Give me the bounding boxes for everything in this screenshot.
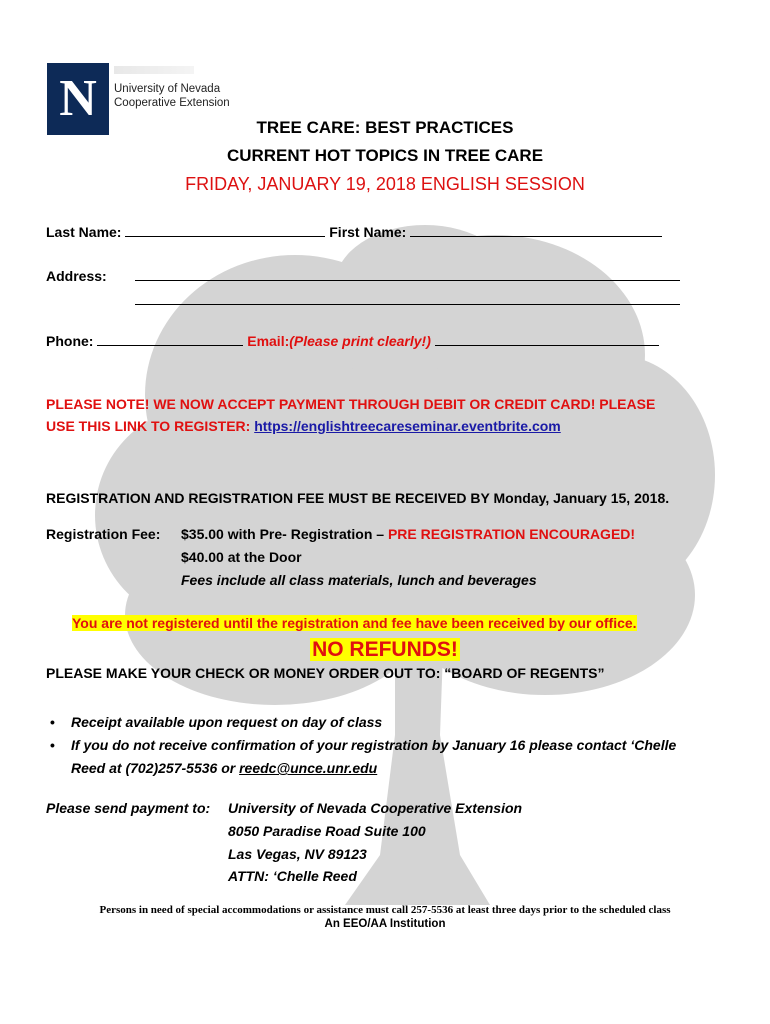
fee-door: $40.00 at the Door xyxy=(181,549,302,565)
bullet-receipt: Receipt available upon request on day of class xyxy=(71,714,383,730)
payment-notice-line-2 xyxy=(46,418,561,434)
fee-includes: Fees include all class materials, lunch and beverages xyxy=(181,572,537,588)
logo-letter: N xyxy=(59,70,97,127)
page-subtitle: CURRENT HOT TOPICS IN TREE CARE xyxy=(226,146,544,165)
register-link[interactable]: https://englishtreecareseminar.eventbrite.com xyxy=(254,418,561,434)
email-field[interactable] xyxy=(435,333,659,346)
bullet-list xyxy=(46,711,686,780)
payment-line-4: ATTN: ‘Chelle Reed xyxy=(228,868,357,884)
email-note: (Please print clearly!) xyxy=(289,333,431,349)
email-label: Email: xyxy=(247,333,290,349)
list-item xyxy=(46,734,686,780)
fee-label: Registration Fee: xyxy=(46,526,161,542)
last-name-field[interactable] xyxy=(125,224,325,237)
payment-label: Please send payment to: xyxy=(46,800,211,816)
not-registered-warning xyxy=(72,615,637,631)
address-field-line-2[interactable] xyxy=(135,292,680,305)
fee-pre-note: PRE REGISTRATION ENCOURAGED! xyxy=(387,526,636,542)
address-label: Address: xyxy=(46,268,107,284)
payment-notice-line-1: PLEASE NOTE! WE NOW ACCEPT PAYMENT THROUGH DEBIT OR CREDIT CARD! PLEASE xyxy=(46,396,656,412)
session-date: FRIDAY, JANUARY 19, 2018 ENGLISH SESSION xyxy=(185,174,585,194)
first-name-field[interactable] xyxy=(410,224,662,237)
contact-row xyxy=(46,333,659,349)
bullet-confirmation: If you do not receive confirmation of your registration by January 16 please contact ‘Chelle Reed at (702)257-5536 or xyxy=(71,737,677,776)
phone-field[interactable] xyxy=(97,333,243,346)
fee-pre: $35.00 with Pre- Registration – xyxy=(181,526,388,542)
first-name-label: First Name: xyxy=(329,224,407,240)
fee-pre-row xyxy=(181,526,635,542)
page-title: TREE CARE: BEST PRACTICES xyxy=(256,118,514,137)
check-payable-note: PLEASE MAKE YOUR CHECK OR MONEY ORDER OUT TO: “BOARD OF REGENTS” xyxy=(46,665,605,681)
list-item xyxy=(46,711,686,734)
contact-email[interactable]: reedc@unce.unr.edu xyxy=(239,760,378,776)
accommodations-note: Persons in need of special accommodations or assistance must call 257-5536 at least three days prior to the scheduled class xyxy=(99,904,671,916)
payment-line-3: Las Vegas, NV 89123 xyxy=(228,846,367,862)
last-name-label: Last Name: xyxy=(46,224,122,240)
payment-line-2: 8050 Paradise Road Suite 100 xyxy=(228,823,426,839)
eeo-statement: An EEO/AA Institution xyxy=(324,918,446,930)
logo-wordmark xyxy=(114,82,230,110)
logo-line-2: Cooperative Extension xyxy=(114,97,230,109)
phone-label: Phone: xyxy=(46,333,94,349)
address-field-line-1[interactable] xyxy=(135,268,680,281)
no-refunds: NO REFUNDS! xyxy=(312,638,458,661)
registration-deadline: REGISTRATION AND REGISTRATION FEE MUST BE RECEIVED BY Monday, January 15, 2018. xyxy=(46,490,670,506)
register-link-prefix: USE THIS LINK TO REGISTER: xyxy=(46,418,255,434)
name-row xyxy=(46,224,662,240)
logo-line-1: University of Nevada xyxy=(114,83,221,95)
no-refunds-row xyxy=(0,638,770,662)
not-registered-text: You are not registered until the registration and fee have been received by our office. xyxy=(72,615,637,631)
logo-faded-mark xyxy=(114,66,194,74)
payment-line-1: University of Nevada Cooperative Extension xyxy=(228,800,523,816)
